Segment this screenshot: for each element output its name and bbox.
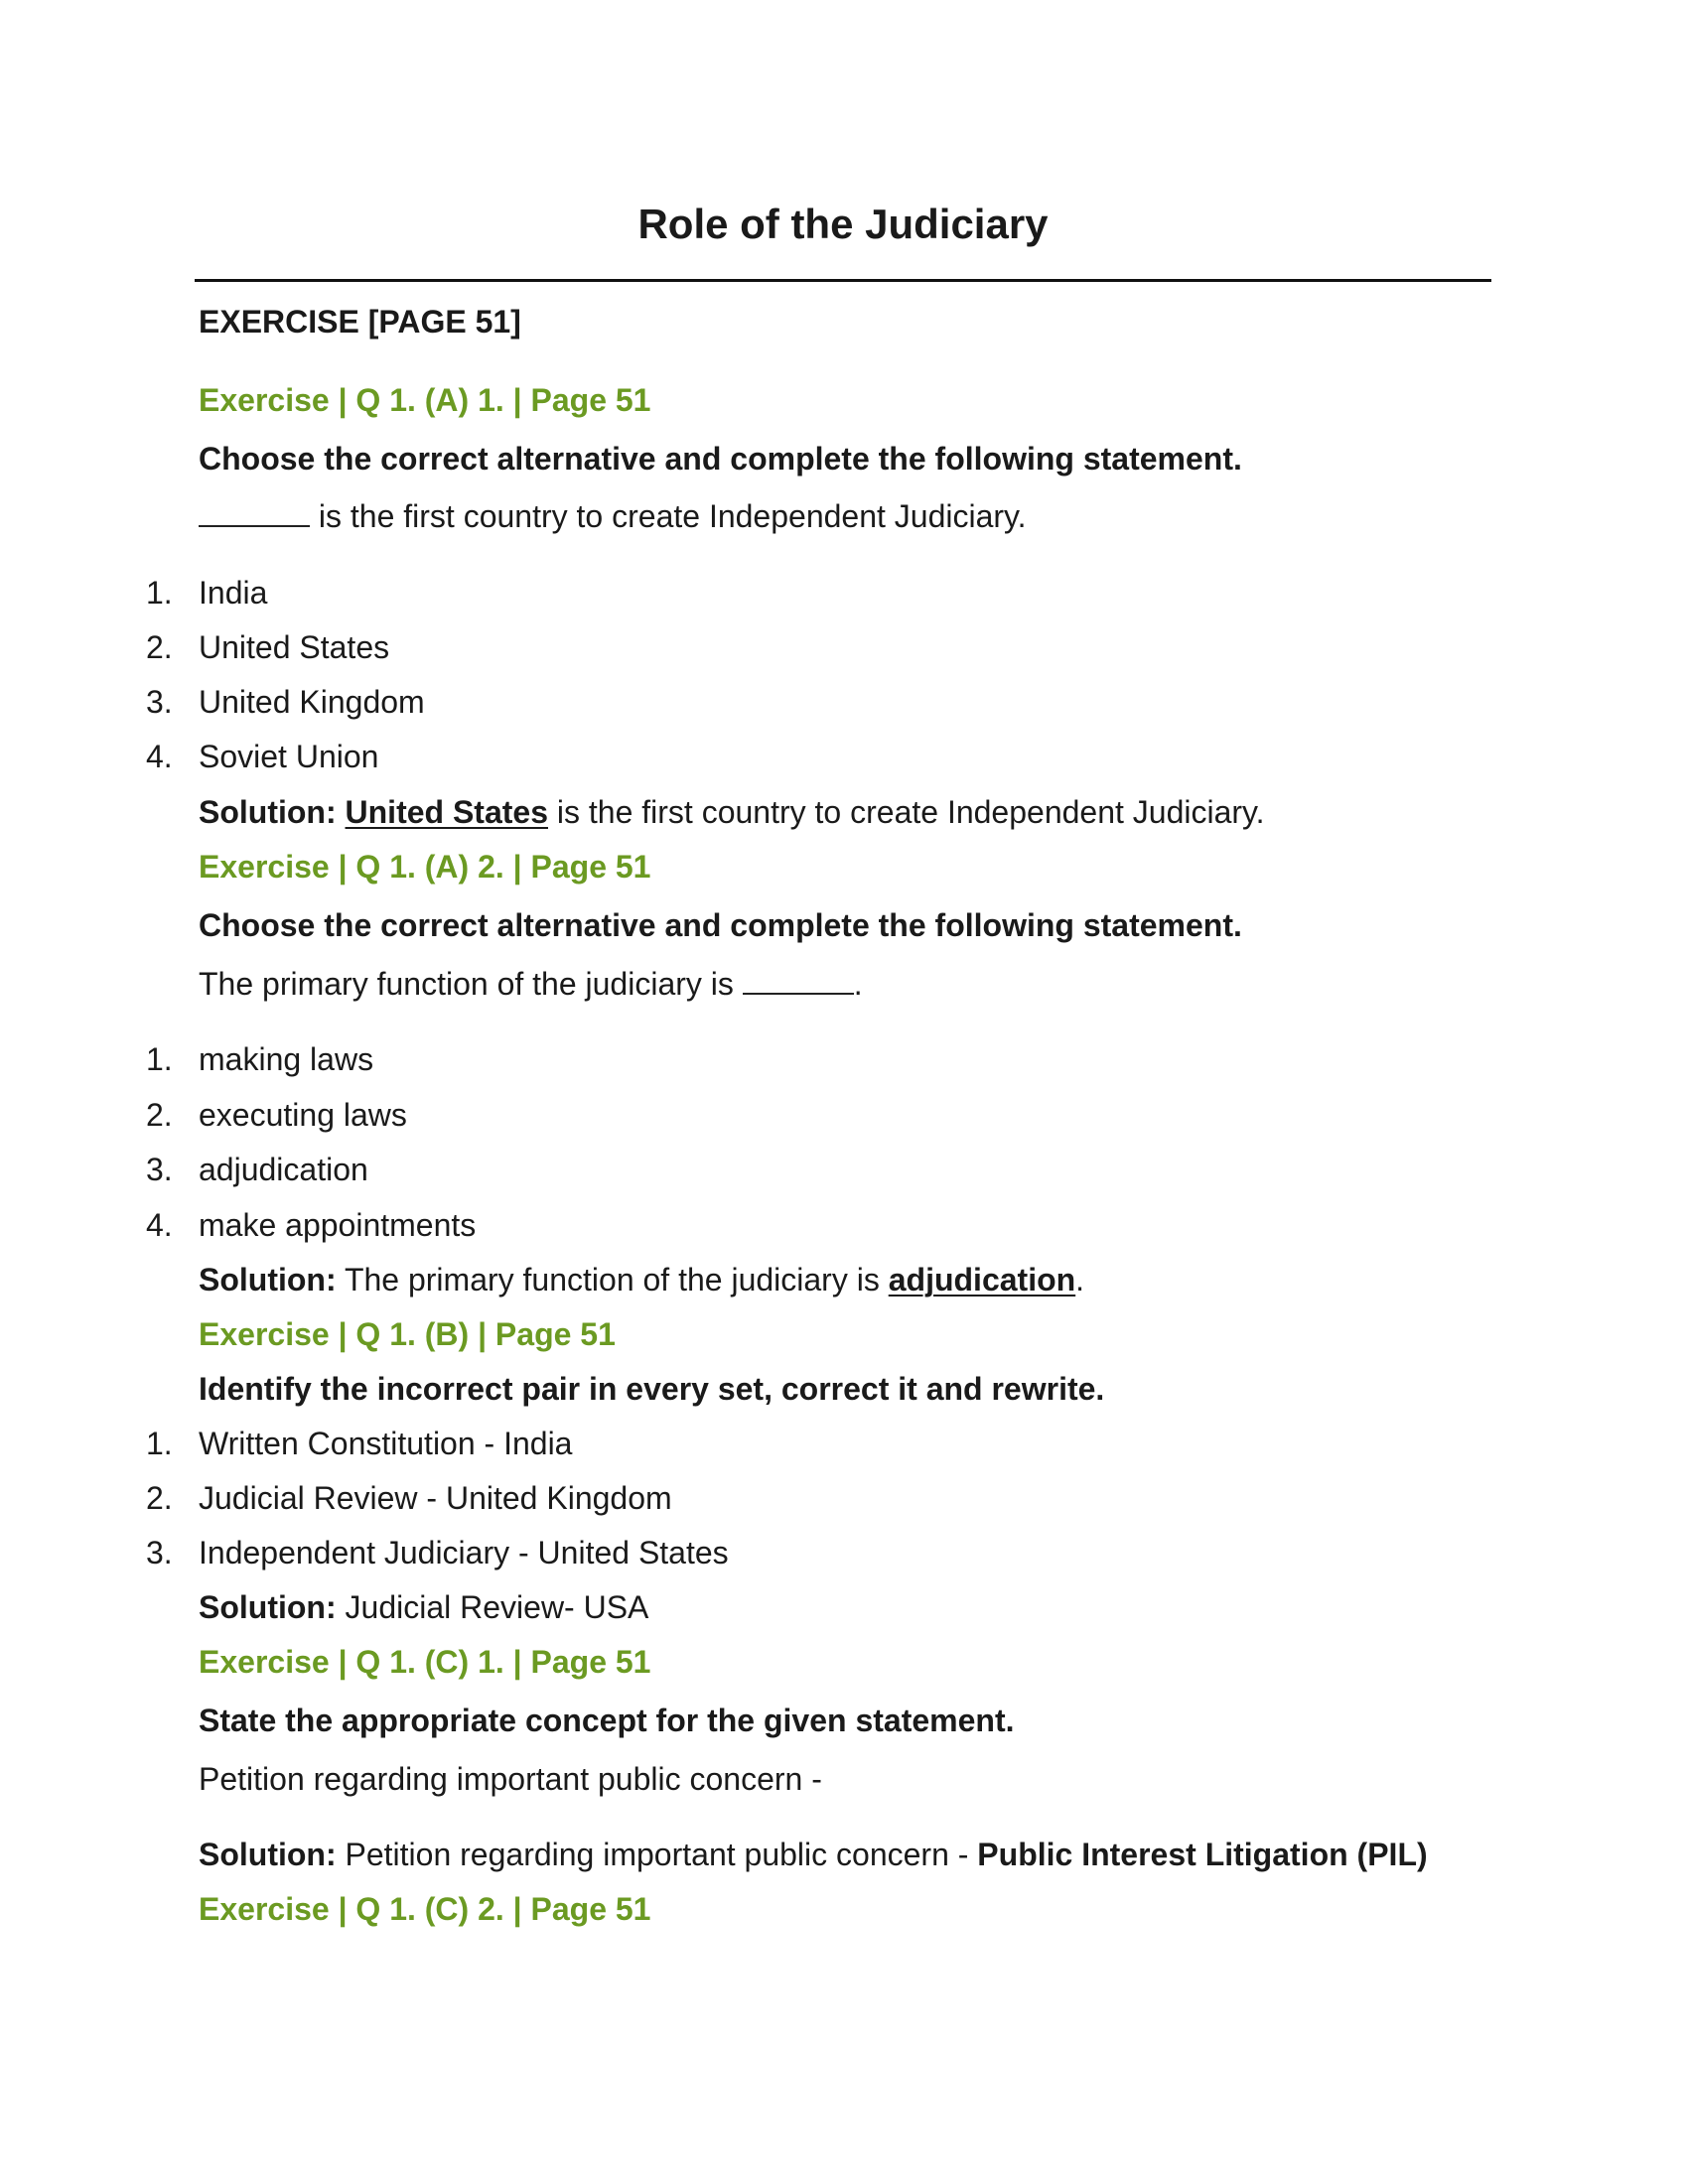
q5-reference: Exercise | Q 1. (C) 2. | Page 51 [199, 1891, 651, 1927]
q1-option-number: 3. [146, 684, 173, 720]
q1-solution [199, 790, 1265, 834]
q3-option-3: Independent Judiciary - United States [199, 1535, 729, 1570]
solution-answer: United States [345, 794, 548, 830]
statement-end: . [853, 966, 863, 1002]
q2-reference: Exercise | Q 1. (A) 2. | Page 51 [199, 849, 651, 885]
solution-text: The primary function of the judiciary is [336, 1262, 889, 1297]
q2-option-3: adjudication [199, 1152, 368, 1187]
q1-option-number: 2. [146, 629, 173, 665]
q3-option-2: Judicial Review - United Kingdom [199, 1480, 672, 1516]
q1-reference: Exercise | Q 1. (A) 1. | Page 51 [199, 382, 651, 418]
q3-option-number: 3. [146, 1535, 173, 1570]
solution-text: is the first country to create Independent Judiciary. [548, 794, 1265, 830]
q2-option-number: 3. [146, 1152, 173, 1187]
q4-solution [199, 1833, 1428, 1876]
solution-label: Solution: [199, 1262, 337, 1297]
q1-option-number: 1. [146, 575, 173, 611]
page-title: Role of the Judiciary [637, 201, 1049, 247]
q3-solution [199, 1585, 648, 1629]
q1-statement-text: is the first country to create Independent Judiciary. [310, 498, 1027, 534]
q3-instruction: Identify the incorrect pair in every set, correct it and rewrite. [199, 1371, 1105, 1407]
q3-option-number: 1. [146, 1426, 173, 1461]
q4-reference: Exercise | Q 1. (C) 1. | Page 51 [199, 1644, 651, 1680]
q2-option-number: 1. [146, 1041, 173, 1077]
solution-answer: adjudication [888, 1262, 1076, 1297]
q3-option-number: 2. [146, 1480, 173, 1516]
solution-answer: Public Interest Litigation (PIL) [977, 1837, 1428, 1872]
q2-statement-text: The primary function of the judiciary is [199, 966, 743, 1002]
q4-instruction: State the appropriate concept for the given statement. [199, 1703, 1015, 1738]
q1-option-2: United States [199, 629, 390, 665]
title-divider [195, 279, 1491, 282]
q2-statement [199, 962, 863, 1006]
solution-text: Petition regarding important public concern - [336, 1837, 978, 1872]
q1-instruction: Choose the correct alternative and complete the following statement. [199, 441, 1242, 477]
q1-option-1: India [199, 575, 268, 611]
q2-instruction: Choose the correct alternative and complete the following statement. [199, 907, 1242, 943]
solution-label: Solution: [199, 1837, 337, 1872]
solution-end: . [1075, 1262, 1085, 1297]
q2-option-1: making laws [199, 1041, 374, 1077]
q2-option-4: make appointments [199, 1207, 477, 1243]
q1-statement [199, 494, 1027, 538]
q1-option-4: Soviet Union [199, 739, 379, 774]
solution-label: Solution: [199, 794, 337, 830]
q2-option-2: executing laws [199, 1097, 407, 1133]
solution-label: Solution: [199, 1589, 337, 1625]
q2-solution [199, 1258, 1084, 1301]
q2-option-number: 4. [146, 1207, 173, 1243]
fill-in-blank [743, 967, 854, 995]
fill-in-blank [199, 499, 310, 527]
solution-text: Judicial Review- USA [336, 1589, 649, 1625]
q1-option-number: 4. [146, 739, 173, 774]
q2-option-number: 2. [146, 1097, 173, 1133]
section-heading: EXERCISE [PAGE 51] [199, 304, 521, 340]
q3-reference: Exercise | Q 1. (B) | Page 51 [199, 1316, 616, 1352]
q4-statement: Petition regarding important public concern - [199, 1761, 822, 1797]
q1-option-3: United Kingdom [199, 684, 425, 720]
q3-option-1: Written Constitution - India [199, 1426, 573, 1461]
